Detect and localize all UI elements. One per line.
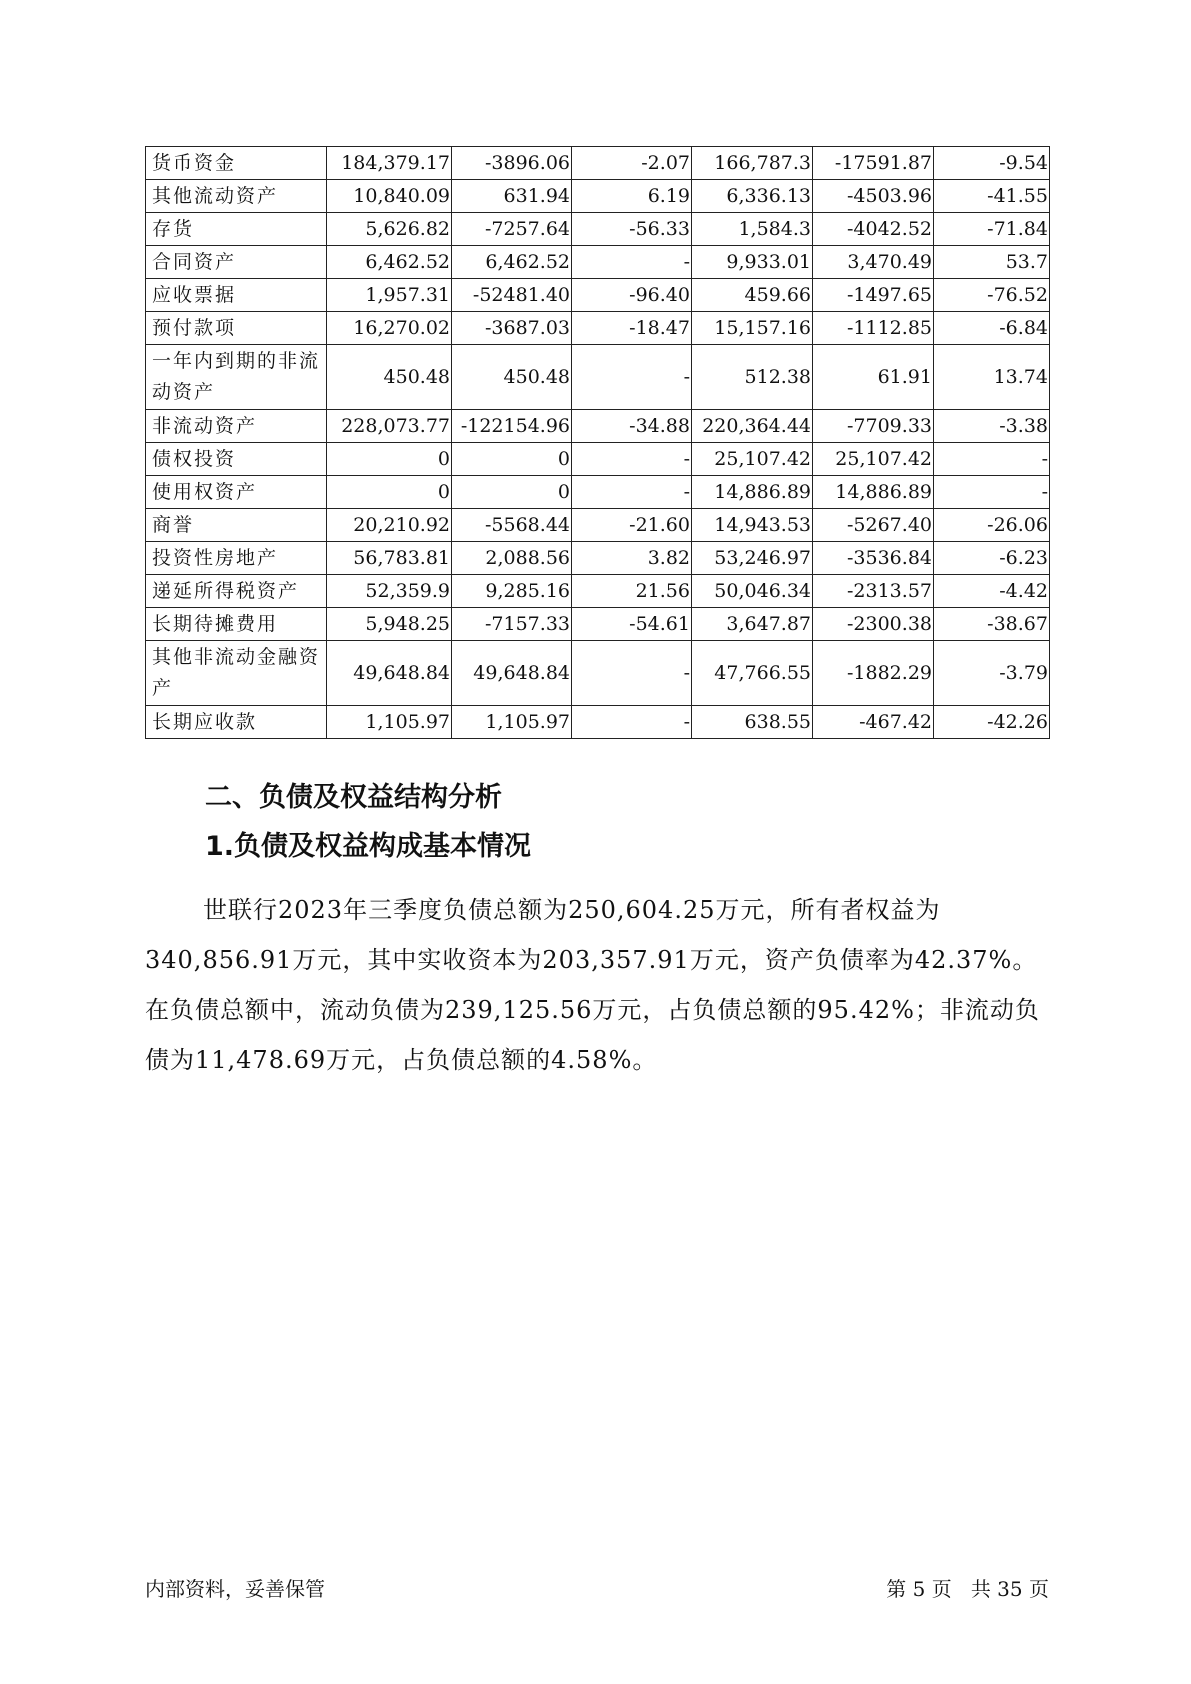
cell-v2: 0 — [452, 443, 572, 476]
cell-v2: 1,105.97 — [452, 706, 572, 739]
row-label: 使用权资产 — [146, 476, 327, 509]
cell-v5: -4503.96 — [813, 180, 934, 213]
cell-v2: -3687.03 — [452, 312, 572, 345]
cell-v1: 49,648.84 — [327, 641, 452, 706]
cell-v5: 25,107.42 — [813, 443, 934, 476]
cell-v2: 631.94 — [452, 180, 572, 213]
cell-v3: - — [572, 246, 692, 279]
row-label: 长期待摊费用 — [146, 608, 327, 641]
table-row — [146, 180, 1050, 213]
cell-v3: -2.07 — [572, 147, 692, 180]
cell-v6: -41.55 — [934, 180, 1050, 213]
cell-v2: -7257.64 — [452, 213, 572, 246]
cell-v5: -17591.87 — [813, 147, 934, 180]
cell-v6: -42.26 — [934, 706, 1050, 739]
footer-page-number — [886, 1574, 1049, 1604]
table-row — [146, 443, 1050, 476]
row-label: 其他非流动金融资产 — [146, 641, 327, 706]
cell-v1: 5,626.82 — [327, 213, 452, 246]
cell-v2: 49,648.84 — [452, 641, 572, 706]
cell-v5: -4042.52 — [813, 213, 934, 246]
cell-v6: -4.42 — [934, 575, 1050, 608]
cell-v4: 25,107.42 — [692, 443, 813, 476]
row-label: 投资性房地产 — [146, 542, 327, 575]
row-label: 递延所得税资产 — [146, 575, 327, 608]
cell-v6: -6.84 — [934, 312, 1050, 345]
footer-confidential-note: 内部资料，妥善保管 — [145, 1577, 325, 1601]
section-heading: 二、负债及权益结构分析 — [205, 782, 502, 813]
cell-v2: 0 — [452, 476, 572, 509]
cell-v4: 638.55 — [692, 706, 813, 739]
cell-v5: 14,886.89 — [813, 476, 934, 509]
cell-v5: 3,470.49 — [813, 246, 934, 279]
cell-v4: 14,943.53 — [692, 509, 813, 542]
cell-v3: -96.40 — [572, 279, 692, 312]
cell-v1: 16,270.02 — [327, 312, 452, 345]
cell-v6: -3.79 — [934, 641, 1050, 706]
table-row — [146, 279, 1050, 312]
cell-v5: -467.42 — [813, 706, 934, 739]
row-label: 一年内到期的非流动资产 — [146, 345, 327, 410]
cell-v2: -52481.40 — [452, 279, 572, 312]
row-label: 非流动资产 — [146, 410, 327, 443]
cell-v3: -34.88 — [572, 410, 692, 443]
cell-v4: 9,933.01 — [692, 246, 813, 279]
cell-v6: 53.7 — [934, 246, 1050, 279]
cell-v2: 6,462.52 — [452, 246, 572, 279]
cell-v1: 6,462.52 — [327, 246, 452, 279]
cell-v2: -122154.96 — [452, 410, 572, 443]
body-paragraph: 世联行2023年三季度负债总额为250,604.25万元，所有者权益为340,856.91万元，其中实收资本为203,357.91万元，资产负债率为42.37%。在负债总额中，流动负债为239,125.56万元，占负债总额的95.42%；非流动负债为11,478.69万元，占负债总额的4.58%。 — [145, 896, 1040, 1074]
cell-v2: -3896.06 — [452, 147, 572, 180]
footer-total-pages: 共 35 页 — [970, 1577, 1049, 1601]
cell-v5: -2300.38 — [813, 608, 934, 641]
cell-v3: - — [572, 345, 692, 410]
cell-v1: 20,210.92 — [327, 509, 452, 542]
row-label: 合同资产 — [146, 246, 327, 279]
asset-structure-table — [145, 146, 1050, 739]
cell-v1: 184,379.17 — [327, 147, 452, 180]
cell-v4: 50,046.34 — [692, 575, 813, 608]
cell-v6: -76.52 — [934, 279, 1050, 312]
cell-v4: 1,584.3 — [692, 213, 813, 246]
cell-v5: -1112.85 — [813, 312, 934, 345]
cell-v3: - — [572, 706, 692, 739]
cell-v6: -71.84 — [934, 213, 1050, 246]
table-row — [146, 575, 1050, 608]
cell-v6: -3.38 — [934, 410, 1050, 443]
table-row — [146, 345, 1050, 410]
table-row — [146, 542, 1050, 575]
cell-v1: 10,840.09 — [327, 180, 452, 213]
cell-v3: -56.33 — [572, 213, 692, 246]
cell-v5: -5267.40 — [813, 509, 934, 542]
cell-v3: - — [572, 476, 692, 509]
cell-v2: -5568.44 — [452, 509, 572, 542]
cell-v3: 21.56 — [572, 575, 692, 608]
cell-v1: 228,073.77 — [327, 410, 452, 443]
cell-v4: 6,336.13 — [692, 180, 813, 213]
cell-v3: 3.82 — [572, 542, 692, 575]
table-row — [146, 476, 1050, 509]
cell-v3: -18.47 — [572, 312, 692, 345]
cell-v5: -1497.65 — [813, 279, 934, 312]
cell-v6: - — [934, 443, 1050, 476]
cell-v2: 9,285.16 — [452, 575, 572, 608]
footer-current-page: 第 5 页 — [886, 1577, 952, 1601]
cell-v5: -1882.29 — [813, 641, 934, 706]
table-row — [146, 509, 1050, 542]
cell-v6: -6.23 — [934, 542, 1050, 575]
table-row — [146, 706, 1050, 739]
row-label: 其他流动资产 — [146, 180, 327, 213]
table-row — [146, 147, 1050, 180]
cell-v1: 1,957.31 — [327, 279, 452, 312]
cell-v1: 0 — [327, 476, 452, 509]
cell-v4: 15,157.16 — [692, 312, 813, 345]
cell-v2: -7157.33 — [452, 608, 572, 641]
cell-v1: 450.48 — [327, 345, 452, 410]
cell-v1: 56,783.81 — [327, 542, 452, 575]
cell-v4: 14,886.89 — [692, 476, 813, 509]
row-label: 商誉 — [146, 509, 327, 542]
cell-v4: 53,246.97 — [692, 542, 813, 575]
cell-v3: -54.61 — [572, 608, 692, 641]
table-row — [146, 312, 1050, 345]
cell-v6: - — [934, 476, 1050, 509]
table-row — [146, 641, 1050, 706]
cell-v6: 13.74 — [934, 345, 1050, 410]
cell-v4: 166,787.3 — [692, 147, 813, 180]
cell-v2: 2,088.56 — [452, 542, 572, 575]
table-body — [146, 147, 1050, 739]
cell-v6: -26.06 — [934, 509, 1050, 542]
cell-v3: 6.19 — [572, 180, 692, 213]
cell-v4: 47,766.55 — [692, 641, 813, 706]
cell-v1: 5,948.25 — [327, 608, 452, 641]
row-label: 应收票据 — [146, 279, 327, 312]
cell-v5: -3536.84 — [813, 542, 934, 575]
cell-v1: 52,359.9 — [327, 575, 452, 608]
cell-v4: 459.66 — [692, 279, 813, 312]
row-label: 存货 — [146, 213, 327, 246]
cell-v2: 450.48 — [452, 345, 572, 410]
table-row — [146, 410, 1050, 443]
cell-v5: -2313.57 — [813, 575, 934, 608]
cell-v3: - — [572, 641, 692, 706]
cell-v5: 61.91 — [813, 345, 934, 410]
cell-v1: 0 — [327, 443, 452, 476]
cell-v6: -38.67 — [934, 608, 1050, 641]
row-label: 预付款项 — [146, 312, 327, 345]
row-label: 长期应收款 — [146, 706, 327, 739]
cell-v3: -21.60 — [572, 509, 692, 542]
cell-v1: 1,105.97 — [327, 706, 452, 739]
table-row — [146, 608, 1050, 641]
row-label: 货币资金 — [146, 147, 327, 180]
table-row — [146, 246, 1050, 279]
cell-v4: 512.38 — [692, 345, 813, 410]
row-label: 债权投资 — [146, 443, 327, 476]
cell-v3: - — [572, 443, 692, 476]
cell-v4: 220,364.44 — [692, 410, 813, 443]
cell-v5: -7709.33 — [813, 410, 934, 443]
sub-heading: 1.负债及权益构成基本情况 — [205, 831, 532, 862]
cell-v6: -9.54 — [934, 147, 1050, 180]
cell-v4: 3,647.87 — [692, 608, 813, 641]
table-row — [146, 213, 1050, 246]
